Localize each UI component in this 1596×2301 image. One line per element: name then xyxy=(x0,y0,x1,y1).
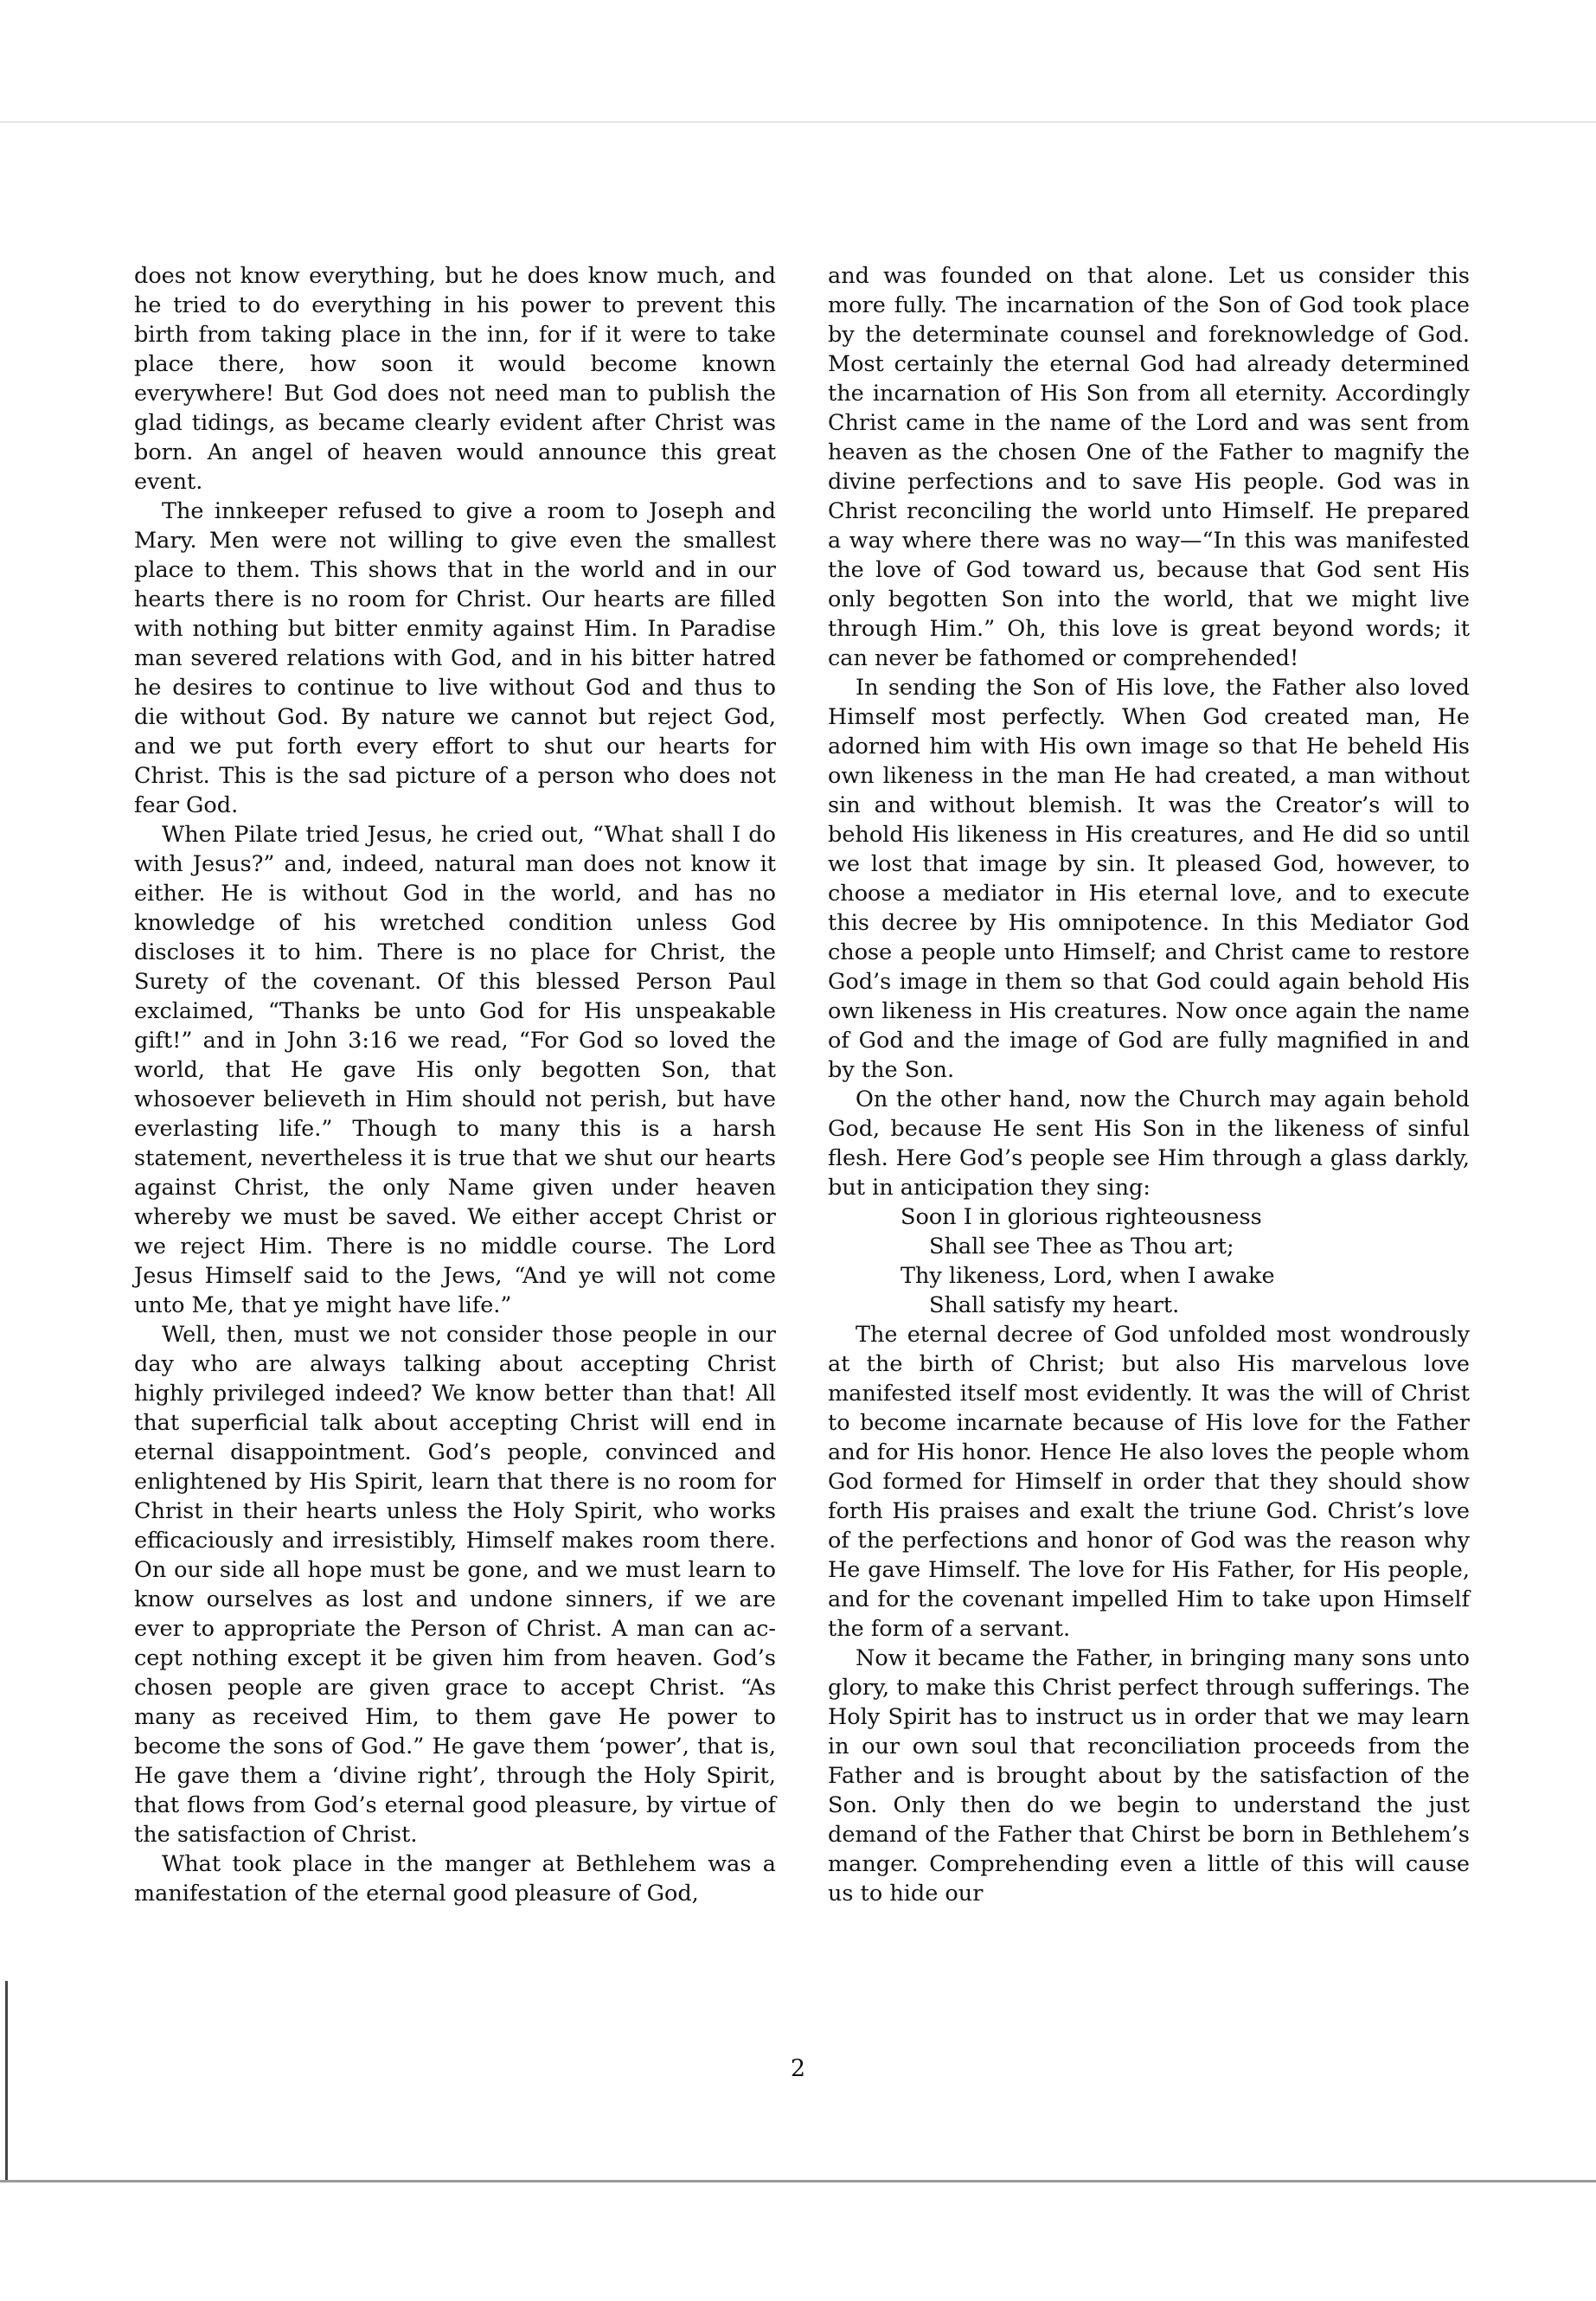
poem-line: Shall satisfy my heart. xyxy=(929,1292,1180,1318)
paragraph: Well, then, must we not consider those people in our day who are always talking about accepting Christ highly privileged indeed? We know better than that! All that superficial talk about accepting Christ will end in eternal disappointment. God’s people, convinced and enlightened by His Spirit, learn that there is no room for Christ in their hearts unless the Holy Spirit, who works efficaciously and irresistibly, Himself makes room there. On our side all hope must be gone, and we must learn to know ourselves as lost and undone sinners, if we are ever to appropriate the Person of Christ. A man can accept nothing except it be given him from heaven. God’s chosen people are given grace to accept Christ. “As many as received Him, to them gave He power to become the sons of God.” He gave them ‘power’, that is, He gave them a ‘divine right’, through the Holy Spirit, that flows from God’s eternal good pleasure, by virtue of the satisfaction of Christ. xyxy=(134,1322,776,1848)
paragraph: does not know everything, but he does know much, and he tried to do everything in his power to prevent this birth from taking place in the inn, for if it were to take place there, how soon it would become known everywhere! But God does not need man to publish the glad tidings, as became clearly evident after Christ was born. An angel of heaven would announce this great event. xyxy=(134,263,776,495)
paragraph: On the other hand, now the Church may again behold God, because He sent His Son in the likeness of sinful flesh. Here God’s people see Him through a glass darkly, but in anticipation they sing: xyxy=(828,1086,1470,1201)
poem-line: Thy likeness, Lord, when I awake xyxy=(901,1263,1275,1289)
right-column xyxy=(828,261,1470,1908)
page-number: 2 xyxy=(790,2055,806,2082)
scan-edge-bottom xyxy=(0,2180,1596,2182)
scan-edge-top xyxy=(0,121,1596,123)
paragraph: and was founded on that alone. Let us consider this more fully. The incarnation of the Son of God took place by the determinate counsel and foreknowledge of God. Most certainly the eternal God had already determined the incarnation of His Son from all eternity. Accordingly Christ came in the name of the Lord and was sent from heaven as the chosen One of the Father to magnify the divine perfections and to save His people. God was in Christ reconciling the world unto Himself. He prepared a way where there was no way—“In this was manifested the love of God toward us, because that God sent His only begotten Son into the world, that we might live through Him.” Oh, this love is great beyond words; it can never be fathomed or comprehended! xyxy=(828,263,1470,671)
paragraph: What took place in the manger at Bethlehem was a manifestation of the eternal good pleasure of God, xyxy=(134,1851,776,1907)
poem-line: Soon I in glorious righteousness xyxy=(901,1204,1262,1230)
poem-line: Shall see Thee as Thou art; xyxy=(929,1234,1234,1259)
paragraph: The innkeeper refused to give a room to Joseph and Mary. Men were not willing to give even the smallest place to them. This shows that in the world and in our hearts there is no room for Christ. Our hearts are filled with nothing but bitter enmity against Him. In Paradise man severed relations with God, and in his bitter hatred he desires to continue to live without God and thus to die without God. By nature we cannot but reject God, and we put forth every effort to shut our hearts for Christ. This is the sad picture of a person who does not fear God. xyxy=(134,498,776,818)
paragraph: When Pilate tried Jesus, he cried out, “What shall I do with Jesus?” and, indeed, natural man does not know it either. He is without God in the world, and has no knowledge of his wretched condition unless God discloses it to him. There is no place for Christ, the Surety of the covenant. Of this blessed Person Paul exclaimed, “Thanks be unto God for His unspeakable gift!” and in John 3:16 we read, “For God so loved the world, that He gave His only begotten Son, that whosoever believeth in Him should not perish, but have everlasting life.” Though to many this is a harsh statement, nevertheless it is true that we shut our hearts against Christ, the only Name given under heaven whereby we must be saved. We either accept Christ or we reject Him. There is no middle course. The Lord Jesus Himself said to the Jews, “And ye will not come unto Me, that ye might have life.” xyxy=(134,822,776,1318)
paragraph: Now it became the Father, in bringing many sons unto glory, to make this Christ perfect through sufferings. The Holy Spirit has to instruct us in order that we may learn in our own soul that reconciliation proceeds from the Father and is brought about by the satisfaction of the Son. Only then do we begin to understand the just demand of the Father that Chirst be born in Bethlehem’s manger. Comprehending even a little of this will cause us to hide our xyxy=(828,1645,1470,1907)
left-column xyxy=(134,261,776,1908)
scan-edge-left xyxy=(5,1981,8,2180)
poem-stanza xyxy=(828,1202,1470,1320)
paragraph: In sending the Son of His love, the Father also loved Himself most perfectly. When God created man, He adorned him with His own image so that He beheld His own likeness in the man He had created, a man without sin and without blemish. It was the Creator’s will to behold His likeness in His creatures, and He did so until we lost that image by sin. It pleased God, however, to choose a mediator in His eternal love, and to execute this decree by His omnipotence. In this Mediator God chose a people unto Himself; and Christ came to restore God’s image in them so that God could again behold His own likeness in His creatures. Now once again the name of God and the image of God are fully magnified in and by the Son. xyxy=(828,675,1470,1083)
paragraph: The eternal decree of God unfolded most wondrously at the birth of Christ; but also His marvelous love manifested itself most evidently. It was the will of Christ to become incarnate because of His love for the Father and for His honor. Hence He also loves the people whom God formed for Himself in order that they should show forth His praises and exalt the triune God. Christ’s love of the perfections and honor of God was the reason why He gave Himself. The love for His Father, for His people, and for the covenant impelled Him to take upon Himself the form of a servant. xyxy=(828,1322,1470,1642)
